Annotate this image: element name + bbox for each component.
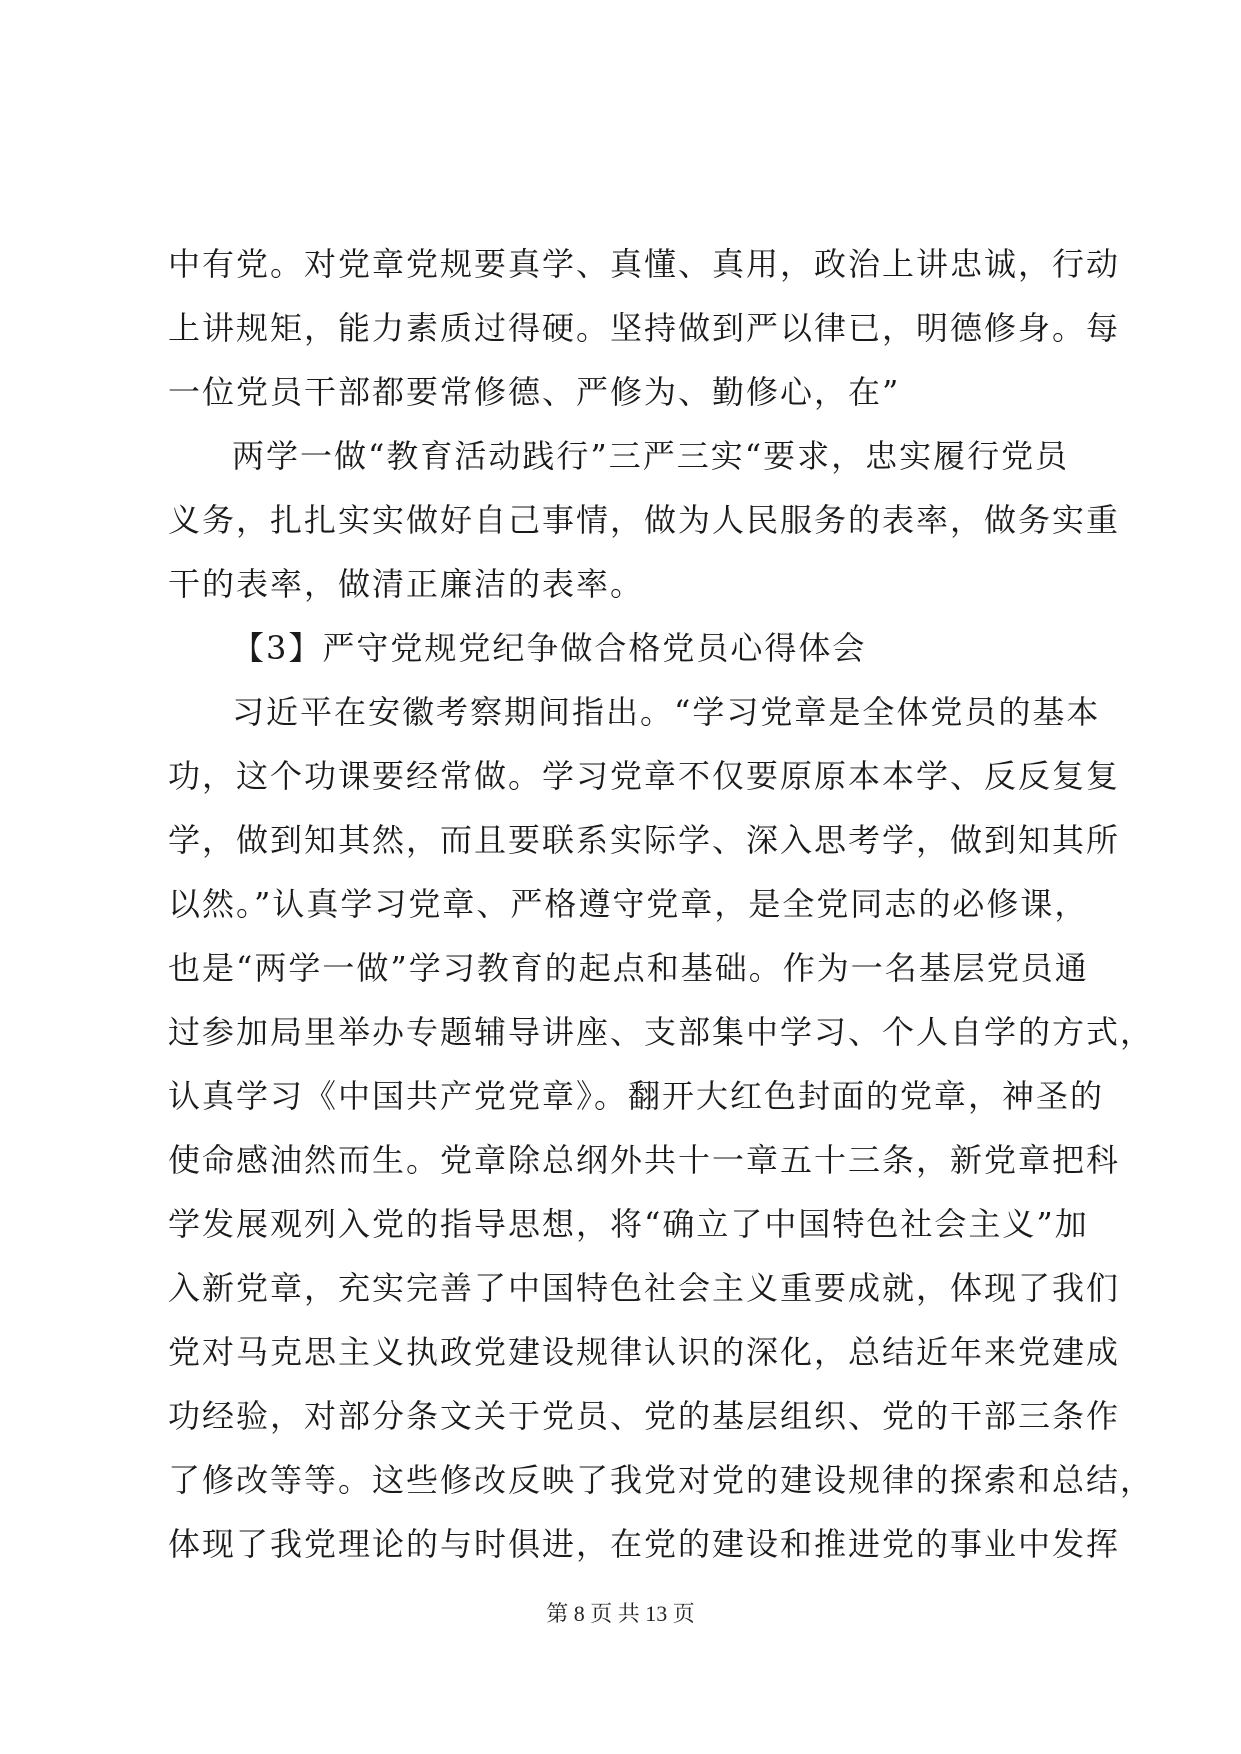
text-line: 以然。”认真学习党章、严格遵守党章，是全党同志的必修课， <box>168 885 1089 923</box>
text-line: 学，做到知其然，而且要联系实际学、深入思考学，做到知其所 <box>168 821 1121 859</box>
section-heading: 【3】严守党规党纪争做合格党员心得体会 <box>232 629 867 667</box>
text-line: 也是“两学一做”学习教育的起点和基础。作为一名基层党员通 <box>168 949 1089 987</box>
text-line: 功，这个功课要经常做。学习党章不仅要原原本本学、反反复复 <box>168 757 1121 795</box>
text-line: 过参加局里举办专题辅导讲座、支部集中学习、个人自学的方式， <box>168 1013 1155 1051</box>
text-line: 党对马克思主义执政党建设规律认识的深化，总结近年来党建成 <box>168 1333 1121 1371</box>
document-body <box>168 232 1155 1576</box>
text-line: 认真学习《中国共产党党章》。翻开大红色封面的党章，神圣的 <box>168 1077 1105 1115</box>
paragraph-start-line: 两学一做“教育活动践行”三严三实“要求，忠实履行党员 <box>232 437 1070 475</box>
text-line: 干的表率，做清正廉洁的表率。 <box>168 565 645 603</box>
text-line: 义务，扎扎实实做好自己事情，做为人民服务的表率，做务实重 <box>168 501 1121 539</box>
text-line: 功经验，对部分条文关于党员、党的基层组织、党的干部三条作 <box>168 1397 1121 1435</box>
text-line: 了修改等等。这些修改反映了我党对党的建设规律的探索和总结， <box>168 1461 1155 1499</box>
text-line: 体现了我党理论的与时俱进，在党的建设和推进党的事业中发挥 <box>168 1525 1121 1563</box>
text-line: 中有党。对党章党规要真学、真懂、真用，政治上讲忠诚，行动 <box>168 245 1121 283</box>
text-line: 一位党员干部都要常修德、严修为、勤修心，在” <box>168 373 901 411</box>
text-line: 上讲规矩，能力素质过得硬。坚持做到严以律已，明德修身。每 <box>168 309 1121 347</box>
text-line: 入新党章，充实完善了中国特色社会主义重要成就，体现了我们 <box>168 1269 1121 1307</box>
text-line: 使命感油然而生。党章除总纲外共十一章五十三条，新党章把科 <box>168 1141 1121 1179</box>
page-number-footer: 第 8 页 共 13 页 <box>546 1601 695 1626</box>
text-line: 学发展观列入党的指导思想，将“确立了中国特色社会主义”加 <box>168 1205 1089 1243</box>
paragraph-start-line: 习近平在安徽考察期间指出。“学习党章是全体党员的基本 <box>232 693 1101 731</box>
